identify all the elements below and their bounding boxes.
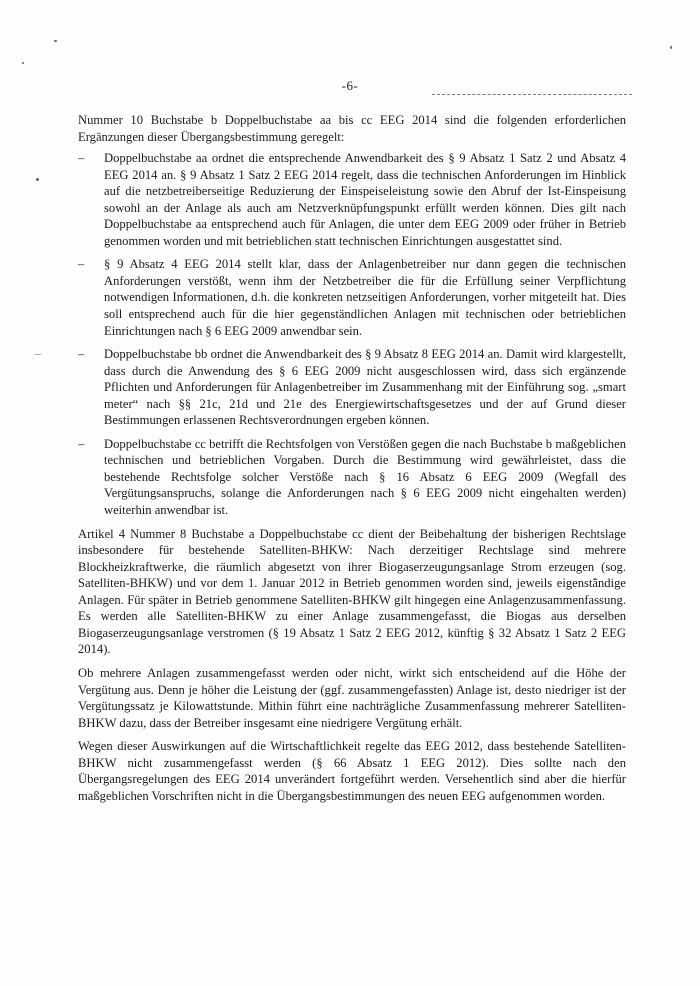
scan-speck bbox=[670, 46, 672, 49]
body-paragraph: Artikel 4 Nummer 8 Buchstabe a Doppelbuchstabe cc dient der Beibehaltung der bisherigen Rechtslage insbesondere für bestehende Satelliten-BHKW: Nach derzeitiger Rechtslage sind mehrere Blockheizkraftwerke, die räumlich abgesetzt von ihrer Biogaserzeugungsanlage Strom erzeugen (sog. Satelliten-BHKW) und vor dem 1. Januar 2012 in Betrieb genommen worden sind, jeweils eigenständige Anlagen. Für später in Betrieb genommene Satelliten-BHKW gilt hingegen eine Anlagenzusammenfassung. Es werden alle Satelliten-BHKW zu einer Anlage zusammengefasst, die Biogas aus derselben Biogaserzeugungsanlage verstromen (§ 19 Absatz 1 Satz 2 EEG 2012, künftig § 32 Absatz 1 Satz 2 EEG 2014). bbox=[78, 526, 626, 657]
scan-speck bbox=[34, 354, 42, 355]
scan-speck bbox=[36, 178, 39, 181]
list-item bbox=[78, 256, 626, 339]
header-rule bbox=[432, 94, 632, 95]
list-item-text: § 9 Absatz 4 EEG 2014 stellt klar, dass der Anlagenbetreiber nur dann gegen die technischen Anforderungen verstößt, wenn ihm der Netzbetreiber die für die Erfüllung seiner Verpflichtung notwendigen Informationen, d.h. die konkreten netzseitigen Anforderungen, vorher mitgeteilt hat. Dies soll entsprechend auch für die hier gegenständlichen Anlagen mit technischen oder betrieblichen Einrichtungen nach § 6 EEG 2009 anwendbar sein. bbox=[104, 257, 626, 338]
bullet-dash: – bbox=[78, 347, 85, 362]
list-item bbox=[78, 346, 626, 429]
bullet-dash: – bbox=[78, 151, 85, 166]
document-body bbox=[78, 112, 626, 804]
body-paragraph: Ob mehrere Anlagen zusammengefasst werden oder nicht, wirkt sich entscheidend auf die Höhe der Vergütung aus. Denn je höher die Leistung der (ggf. zusammengefassten) Anlage ist, desto niedriger ist der Vergütungssatz je Kilowattstunde. Mithin führt eine nachträgliche Zusammenfassung mehrerer Satelliten-BHKW dazu, dass der Betreiber insgesamt eine niedrigere Vergütung erhält. bbox=[78, 665, 626, 730]
intro-paragraph: Nummer 10 Buchstabe b Doppelbuchstabe aa bis cc EEG 2014 sind die folgenden erforderlichen Ergänzungen dieser Übergangsbestimmung geregelt: bbox=[78, 113, 626, 144]
page-number: -6- bbox=[341, 78, 359, 93]
scan-speck bbox=[22, 62, 24, 64]
bullet-dash: – bbox=[78, 257, 85, 272]
bullet-dash: – bbox=[78, 436, 85, 451]
body-paragraph: Wegen dieser Auswirkungen auf die Wirtschaftlichkeit regelte das EEG 2012, dass bestehende Satelliten-BHKW nicht zusammengefasst werden (§ 66 Absatz 1 EEG 2012). Dies sollte nach den Übergangsregelungen des EEG 2014 unverändert fortgeführt werden. Versehentlich sind aber die hierfür maßgeblichen Vorschriften nicht in die Übergangsbestimmungen des neuen EEG aufgenommen worden. bbox=[78, 739, 626, 803]
list-item bbox=[78, 436, 626, 519]
bullet-list bbox=[78, 150, 626, 518]
list-item bbox=[78, 150, 626, 249]
list-item-text: Doppelbuchstabe aa ordnet die entsprechende Anwendbarkeit des § 9 Absatz 1 Satz 2 und Absatz 4 EEG 2014 an. § 9 Absatz 1 Satz 2 EEG 2014 regelt, dass die technischen Anforderungen im Hinblick auf die netzbetreiberseitige Reduzierung der Einspeiseleistung sowie den Abruf der Ist-Einspeisung sowohl an der Anlage als auch am Netzverknüpfungspunkt erfüllt werden können. Dies gilt nach Doppelbuchstabe aa entsprechend auch für Anlagen, die unter dem EEG 2009 oder früher in Betrieb genommen worden und mit betrieblichen statt technischen Einrichtungen ausgestattet sind. bbox=[104, 151, 626, 248]
list-item-text: Doppelbuchstabe cc betrifft die Rechtsfolgen von Verstößen gegen die nach Buchstabe b maßgeblichen technischen und betrieblichen Vorgaben. Durch die Bestimmung wird gewährleistet, dass die bestehende Rechtsfolge solcher Verstöße nach § 16 Absatz 6 EEG 2009 (Wegfall des Vergütungsanspruchs, solange die Anforderungen nach § 6 EEG 2009 nicht eingehalten werden) weiterhin anwendbar ist. bbox=[104, 436, 626, 518]
scan-speck bbox=[54, 40, 57, 42]
list-item-text: Doppelbuchstabe bb ordnet die Anwendbarkeit des § 9 Absatz 8 EEG 2014 an. Damit wird klargestellt, dass durch die Anwendung des § 6 EEG 2009 nicht ausgeschlossen wird, dass sich ergänzende Pflichten und Anforderungen für Anlagenbetreiber im Zusammenhang mit der Einführung sog. „smart meter“ nach §§ 21c, 21d und 21e des Energiewirtschaftsgesetzes und der auf Grund dieser Bestimmungen erlassenen Rechtsverordnungen ergeben können. bbox=[104, 347, 626, 428]
